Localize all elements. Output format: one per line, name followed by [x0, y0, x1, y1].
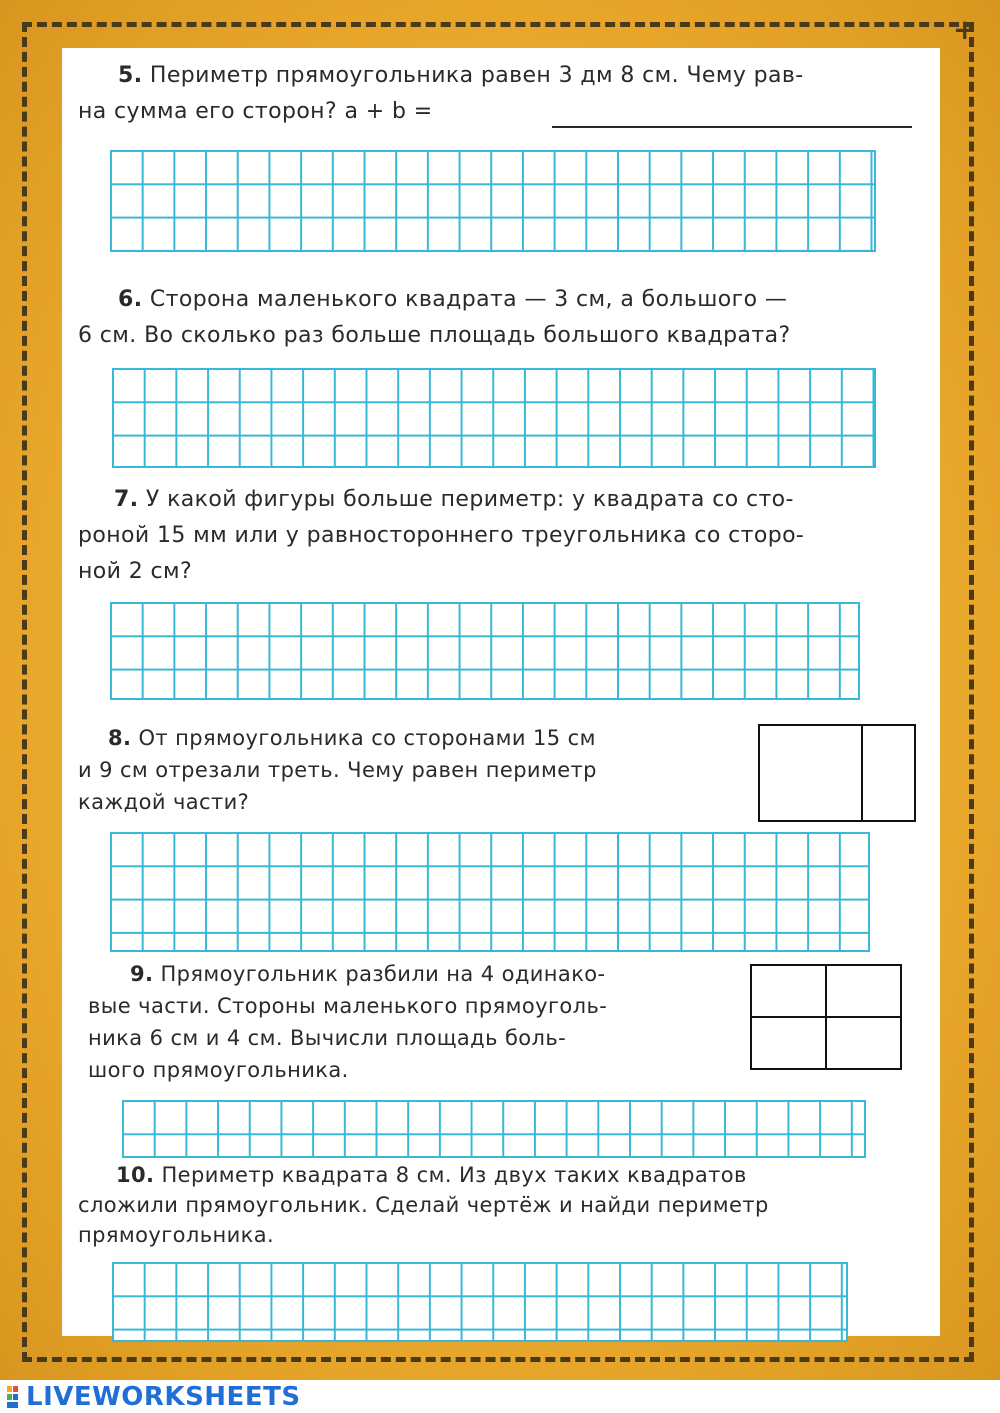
task-text-line: прямоугольника.: [78, 1223, 275, 1247]
answer-grid[interactable]: [110, 832, 870, 952]
brand-name[interactable]: LIVEWORKSHEETS: [26, 1382, 301, 1412]
task-number: 6.: [118, 287, 143, 312]
task-number: 5.: [118, 63, 143, 88]
task-number: 7.: [114, 487, 139, 512]
task-text-line: 6 см. Во сколько раз больше площадь большого квадрата?: [78, 323, 791, 348]
answer-grid[interactable]: [112, 368, 876, 468]
task-5: [78, 58, 923, 130]
task-text-line: каждой части?: [78, 790, 250, 814]
task-7: [78, 482, 923, 590]
task-10: [78, 1160, 918, 1250]
task-text-line: шого прямоугольника.: [88, 1058, 349, 1082]
task-text-line: У какой фигуры больше периметр: у квадрата со сто-: [145, 487, 794, 512]
answer-grid[interactable]: [112, 1262, 848, 1342]
task-text-line: Прямоугольник разбили на 4 одинако-: [160, 962, 606, 986]
task-text-line: сложили прямоугольник. Сделай чертёж и найди периметр: [78, 1193, 769, 1217]
task-text-line: ной 2 см?: [78, 559, 193, 584]
task-number: 10.: [116, 1163, 155, 1187]
liveworksheets-logo-icon: [6, 1384, 24, 1410]
task-text-line: и 9 см отрезали треть. Чему равен периметр: [78, 758, 597, 782]
task-text-line: вые части. Стороны маленького прямоуголь-: [88, 994, 608, 1018]
task-number: 9.: [130, 962, 154, 986]
task-text-line: Периметр прямоугольника равен 3 дм 8 см. Чему рав-: [149, 63, 804, 88]
cut-line: [861, 724, 863, 822]
answer-grid[interactable]: [122, 1100, 866, 1158]
answer-input-line[interactable]: [552, 126, 912, 128]
task-text-line: От прямоугольника со сторонами 15 см: [138, 726, 596, 750]
rectangle-figure: [758, 724, 916, 822]
answer-grid[interactable]: [110, 150, 876, 252]
footer: [0, 1380, 1000, 1413]
answer-grid[interactable]: [110, 602, 860, 700]
divider-horizontal: [750, 1016, 902, 1018]
task-6: [78, 282, 938, 354]
task-number: 8.: [108, 726, 132, 750]
task-text-line: Периметр квадрата 8 см. Из двух таких квадратов: [161, 1163, 747, 1187]
task-9: [88, 958, 728, 1086]
task-text-line: на сумма его сторон? a + b =: [78, 99, 433, 124]
task-text-line: Сторона маленького квадрата — 3 см, а большого —: [149, 287, 788, 312]
task-text-line: ника 6 см и 4 см. Вычисли площадь боль-: [88, 1026, 567, 1050]
corner-plus-icon: +: [953, 13, 977, 46]
task-text-line: роной 15 мм или у равностороннего треугольника со сторо-: [78, 523, 805, 548]
task-8: [78, 722, 738, 818]
